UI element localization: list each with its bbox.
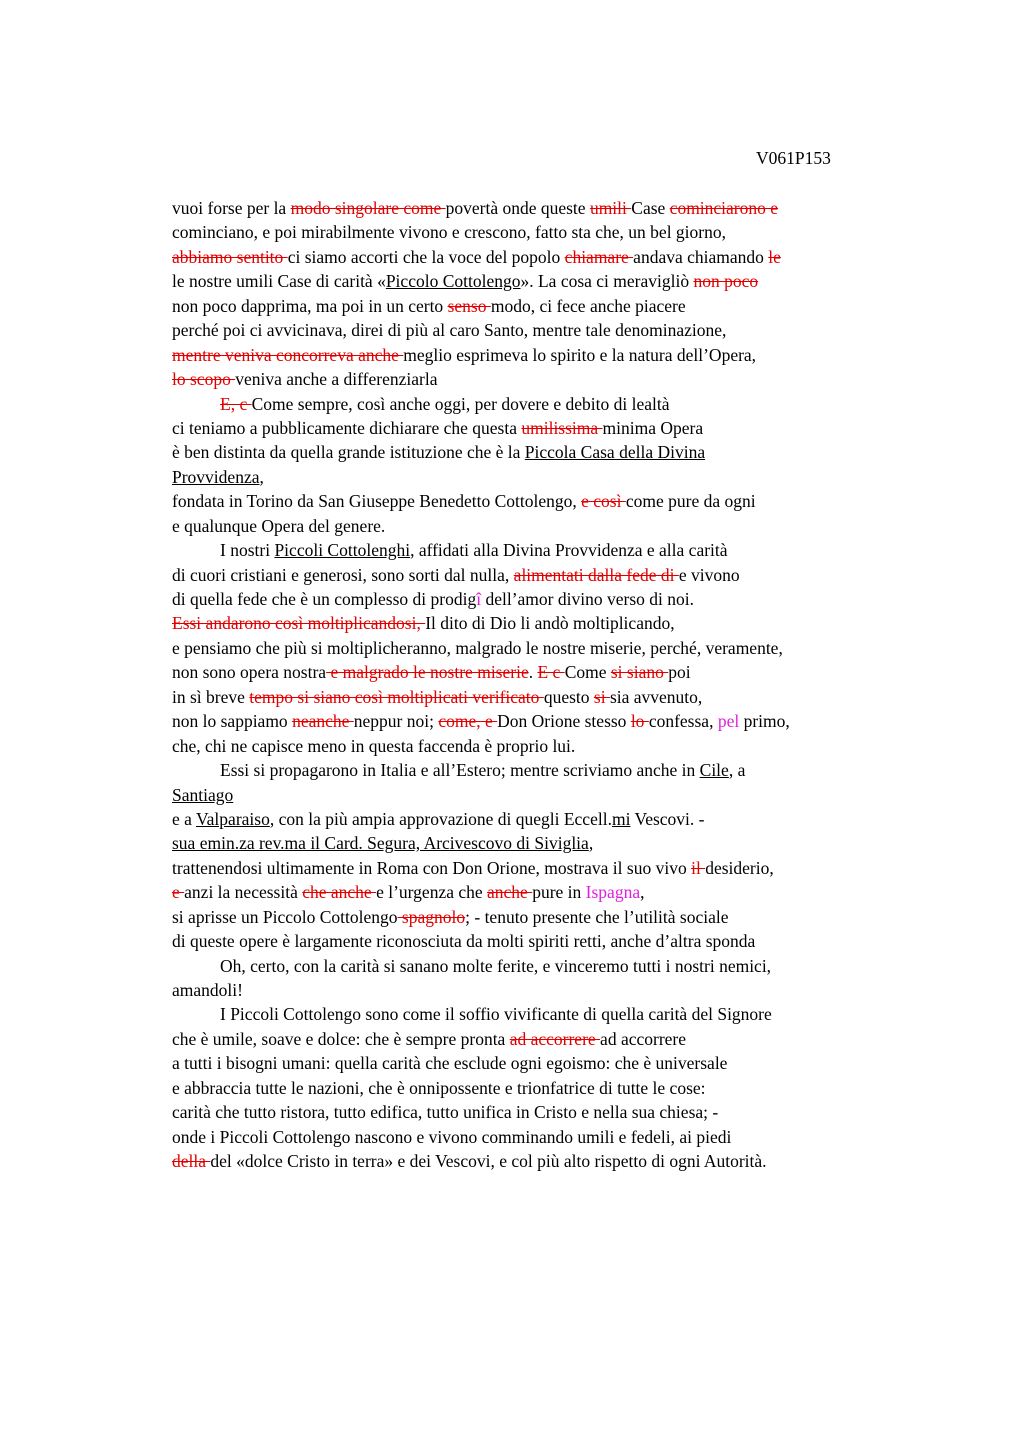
deleted-text: il bbox=[691, 857, 706, 878]
underlined-text: Piccolo Cottolengo bbox=[385, 271, 521, 292]
deleted-text: umilissima bbox=[521, 417, 603, 438]
text-line bbox=[172, 880, 932, 904]
deleted-text: anche bbox=[487, 882, 533, 903]
text-segment: ; - tenuto presente che l’utilità sociale bbox=[465, 906, 729, 927]
deleted-text: E c bbox=[537, 662, 565, 683]
text-segment: non sono opera nostra bbox=[172, 662, 327, 683]
text-segment: carità che tutto ristora, tutto edifica, tutto unifica in Cristo e nella sua chiesa; - bbox=[172, 1102, 719, 1123]
text-segment: è ben distinta da quella grande istituzione che è la bbox=[172, 442, 525, 463]
text-line bbox=[172, 954, 932, 978]
text-line bbox=[172, 1051, 932, 1075]
text-line bbox=[172, 343, 932, 367]
text-segment: Il dito di Dio li andò moltiplicando, bbox=[425, 613, 675, 634]
text-segment: e abbraccia tutte le nazioni, che è onnipossente e trionfatrice di tutte le cose: bbox=[172, 1077, 706, 1098]
text-segment: Come bbox=[564, 662, 611, 683]
deleted-text: ad accorrere bbox=[509, 1028, 601, 1049]
text-line bbox=[172, 587, 932, 611]
text-segment: , bbox=[640, 882, 645, 903]
text-line bbox=[172, 367, 932, 391]
text-line bbox=[172, 831, 932, 855]
text-segment: ci teniamo a pubblicamente dichiarare che questa bbox=[172, 417, 522, 438]
deleted-text: mentre veniva concorreva anche bbox=[172, 344, 404, 365]
underlined-text: sua emin.za rev.ma il Card. Segura, Arcivescovo di Siviglia bbox=[172, 833, 589, 854]
text-line bbox=[172, 1002, 932, 1026]
deleted-text: e bbox=[172, 882, 185, 903]
highlighted-text: î bbox=[476, 589, 482, 609]
underlined-text: Piccoli Cottolenghi bbox=[274, 540, 411, 561]
text-segment: minima Opera bbox=[602, 417, 704, 438]
text-segment: ad accorrere bbox=[600, 1028, 687, 1049]
text-segment: fondata in Torino da San Giuseppe Benedetto Cottolengo, bbox=[172, 491, 582, 512]
highlighted-text: Ispagna bbox=[585, 882, 641, 903]
deleted-text: neanche bbox=[292, 711, 354, 732]
text-segment: e pensiamo che più si moltiplicheranno, malgrado le nostre miserie, perché, veramente, bbox=[172, 637, 783, 658]
text-line bbox=[172, 245, 932, 269]
text-segment: I nostri bbox=[220, 540, 275, 561]
text-line bbox=[172, 978, 932, 1002]
text-line bbox=[172, 1149, 932, 1173]
text-line bbox=[172, 489, 932, 513]
text-segment: , bbox=[259, 466, 264, 487]
text-line bbox=[172, 465, 932, 489]
text-segment: in sì breve bbox=[172, 686, 250, 707]
text-segment: desiderio, bbox=[705, 857, 774, 878]
text-segment: andava chiamando bbox=[633, 246, 769, 267]
text-segment: meglio esprimeva lo spirito e la natura dell’Opera, bbox=[403, 344, 757, 365]
text-segment: ». La cosa ci meravigliò bbox=[520, 271, 694, 292]
text-segment: Vescovi. - bbox=[630, 808, 705, 829]
text-segment: Oh, certo, con la carità si sanano molte ferite, e vinceremo tutti i nostri nemici, bbox=[220, 955, 772, 976]
document-body bbox=[172, 196, 932, 1174]
text-segment: . bbox=[528, 662, 538, 683]
text-segment: , bbox=[588, 833, 594, 854]
underlined-text: Provvidenza bbox=[172, 466, 260, 487]
text-segment: cominciano, e poi mirabilmente vivono e crescono, fatto sta che, un bel giorno, bbox=[172, 222, 727, 243]
text-segment: modo, ci fece anche piacere bbox=[490, 295, 686, 316]
text-segment: I Piccoli Cottolengo sono come il soffio vivificante di quella carità del Signore bbox=[220, 1004, 772, 1025]
text-line bbox=[172, 220, 932, 244]
page-identifier: V061P153 bbox=[756, 148, 831, 168]
text-segment: e l’urgenza che bbox=[376, 882, 488, 903]
deleted-text: e così bbox=[581, 491, 626, 512]
text-segment: veniva anche a differenziarla bbox=[235, 369, 438, 390]
text-line bbox=[172, 807, 932, 831]
deleted-text: cominciarono e bbox=[669, 198, 779, 218]
text-segment: vuoi forse per la bbox=[172, 198, 291, 218]
text-segment: amandoli! bbox=[172, 980, 243, 1000]
deleted-text: si siano bbox=[610, 662, 669, 683]
text-segment: onde i Piccoli Cottolengo nascono e vivono comminando umili e fedeli, ai piedi bbox=[172, 1126, 732, 1147]
deleted-text: non poco bbox=[693, 271, 759, 292]
deleted-text: che anche bbox=[302, 882, 377, 903]
deleted-text: abbiamo sentito bbox=[172, 246, 288, 267]
text-segment: non lo sappiamo bbox=[172, 711, 293, 732]
text-line bbox=[172, 685, 932, 709]
deleted-text: tempo si siano così moltiplicati verificato bbox=[249, 686, 544, 707]
text-line bbox=[172, 783, 932, 807]
deleted-text: spagnolo bbox=[397, 906, 466, 927]
text-segment: sia avvenuto, bbox=[609, 686, 703, 707]
text-line bbox=[172, 856, 932, 880]
deleted-text: si bbox=[593, 686, 610, 707]
text-segment: ci siamo accorti che la voce del popolo bbox=[287, 246, 565, 267]
text-segment: e vivono bbox=[678, 564, 740, 585]
text-line bbox=[172, 734, 932, 758]
text-segment: Case bbox=[631, 198, 670, 218]
text-line bbox=[172, 1125, 932, 1149]
deleted-text: e malgrado le nostre miserie bbox=[326, 662, 529, 683]
deleted-text: lo scopo bbox=[172, 369, 236, 390]
text-segment: poi bbox=[668, 662, 691, 683]
text-line bbox=[172, 929, 932, 953]
deleted-text: chiamare bbox=[564, 246, 634, 267]
text-line bbox=[172, 416, 932, 440]
text-segment: e qualunque Opera del genere. bbox=[172, 515, 386, 536]
text-line bbox=[172, 636, 932, 660]
text-line bbox=[172, 660, 932, 684]
text-segment: e a bbox=[172, 808, 196, 829]
text-segment: anzi la necessità bbox=[184, 882, 303, 903]
text-segment: Don Orione stesso bbox=[497, 711, 631, 732]
text-line bbox=[172, 318, 932, 342]
underlined-text: Santiago bbox=[172, 784, 234, 805]
text-line bbox=[172, 440, 932, 464]
text-line bbox=[172, 1076, 932, 1100]
deleted-text: Essi andarono così moltiplicandosi, bbox=[172, 613, 426, 634]
text-segment: pure in bbox=[532, 882, 586, 903]
text-segment: dell’amor divino verso di noi. bbox=[481, 589, 694, 609]
text-segment: neppur noi; bbox=[353, 711, 439, 732]
text-segment: povertà onde queste bbox=[445, 198, 590, 218]
text-segment: non poco dapprima, ma poi in un certo bbox=[172, 295, 448, 316]
deleted-text: umili bbox=[589, 198, 632, 218]
text-line bbox=[172, 905, 932, 929]
text-segment: trattenendosi ultimamente in Roma con Don Orione, mostrava il suo vivo bbox=[172, 857, 692, 878]
text-line bbox=[172, 1100, 932, 1124]
text-line bbox=[172, 514, 932, 538]
text-segment: che è umile, soave e dolce: che è sempre pronta bbox=[172, 1028, 510, 1049]
text-segment: del «dolce Cristo in terra» e dei Vescovi, e col più alto rispetto di ogni Autorità. bbox=[210, 1151, 767, 1172]
text-line bbox=[172, 196, 932, 220]
text-segment: a tutti i bisogni umani: quella carità che esclude ogni egoismo: che è universale bbox=[172, 1053, 728, 1074]
text-segment: di queste opere è largamente riconosciuta da molti spiriti retti, anche d’altra sponda bbox=[172, 931, 756, 952]
text-segment: che, chi ne capisce meno in questa faccenda è proprio lui. bbox=[172, 735, 576, 756]
deleted-text: modo singolare come bbox=[290, 198, 446, 218]
deleted-text: della bbox=[172, 1151, 211, 1172]
text-line bbox=[172, 1027, 932, 1051]
text-line bbox=[172, 758, 932, 782]
text-line bbox=[172, 392, 932, 416]
text-segment: di cuori cristiani e generosi, sono sorti dal nulla, bbox=[172, 564, 514, 585]
text-segment: si aprisse un Piccolo Cottolengo bbox=[172, 906, 398, 927]
text-segment: di quella fede che è un complesso di prodig bbox=[172, 589, 477, 609]
underlined-text: mi bbox=[611, 808, 631, 829]
text-segment: confessa, bbox=[648, 711, 718, 732]
text-segment: primo, bbox=[739, 711, 790, 732]
text-segment: le nostre umili Case di carità « bbox=[172, 271, 386, 292]
text-line bbox=[172, 294, 932, 318]
highlighted-text: pel bbox=[717, 711, 740, 732]
underlined-text: Cile bbox=[699, 760, 729, 781]
text-segment: , a bbox=[728, 760, 746, 781]
text-segment: perché poi ci avvicinava, direi di più al caro Santo, mentre tale denominazione, bbox=[172, 320, 727, 341]
underlined-text: Valparaiso bbox=[195, 808, 270, 829]
deleted-text: E, c bbox=[220, 393, 252, 414]
text-line bbox=[172, 269, 932, 293]
deleted-text: le bbox=[768, 246, 781, 267]
text-segment: , affidati alla Divina Provvidenza e alla carità bbox=[410, 540, 728, 561]
text-line bbox=[172, 611, 932, 635]
deleted-text: alimentati dalla fede di bbox=[513, 564, 679, 585]
deleted-text: come, e bbox=[438, 711, 498, 732]
underlined-text: Piccola Casa della Divina bbox=[524, 442, 706, 463]
text-line bbox=[172, 538, 932, 562]
deleted-text: senso bbox=[447, 295, 491, 316]
text-segment: , con la più ampia approvazione di quegli Eccell. bbox=[269, 808, 612, 829]
text-segment: Come sempre, così anche oggi, per dovere e debito di lealtà bbox=[251, 393, 670, 414]
text-segment: questo bbox=[543, 686, 594, 707]
text-segment: Essi si propagarono in Italia e all’Estero; mentre scriviamo anche in bbox=[220, 760, 700, 781]
text-segment: come pure da ogni bbox=[625, 491, 756, 512]
text-line bbox=[172, 563, 932, 587]
text-line bbox=[172, 709, 932, 733]
deleted-text: lo bbox=[630, 711, 649, 732]
